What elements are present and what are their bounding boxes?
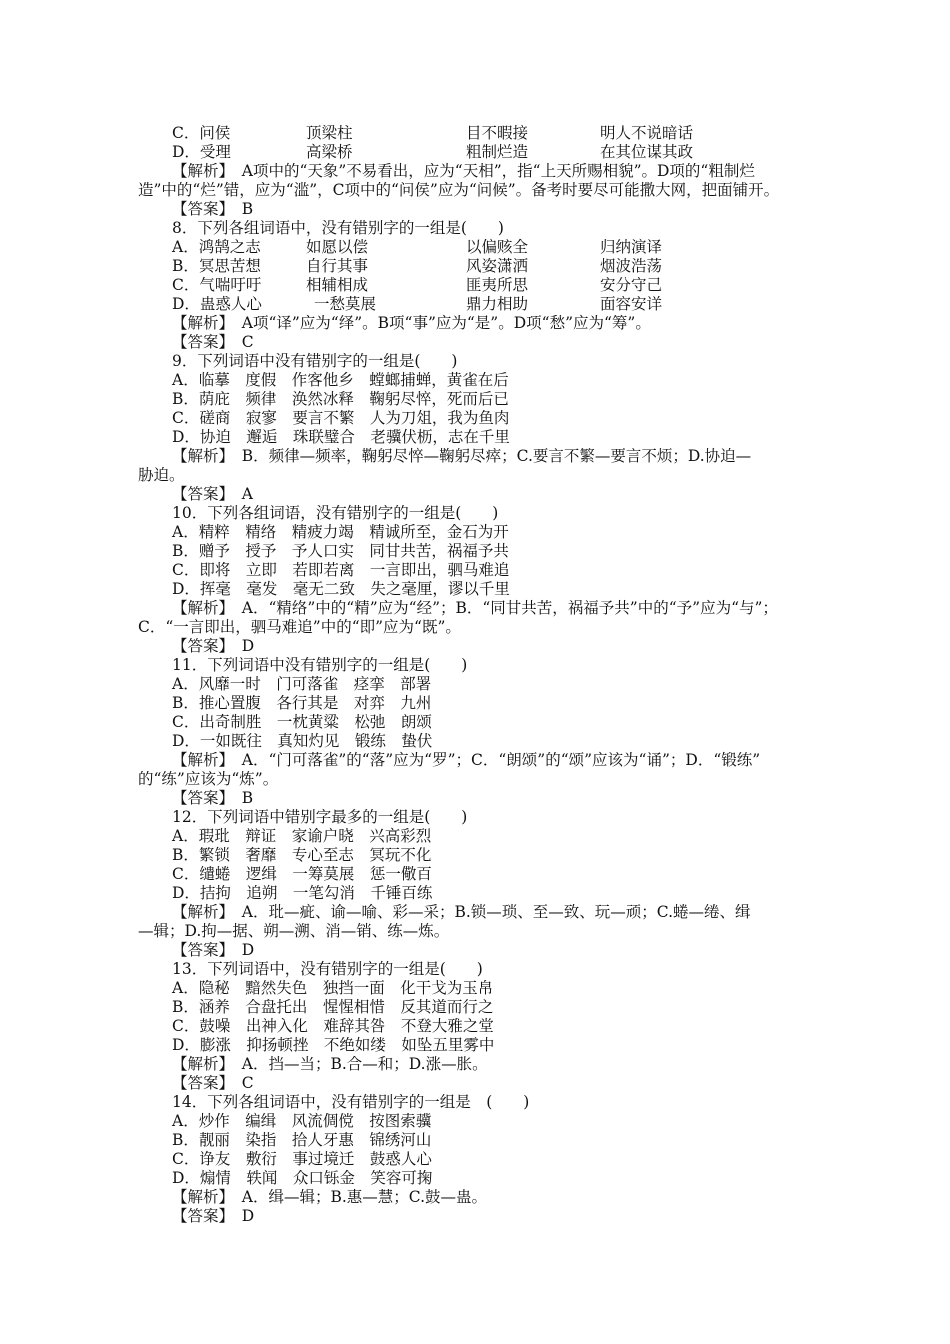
- text-cell: 匪夷所思: [466, 276, 529, 294]
- text-line: A．精粹 精络 精疲力竭 精诚所至，金石为开: [172, 523, 509, 541]
- text-line: B．推心置腹 各行其是 对弈 九州: [172, 694, 432, 712]
- text-line: 9．下列词语中没有错别字的一组是( ): [172, 352, 458, 370]
- text-cell: 目不暇接: [466, 124, 529, 142]
- text-cell: 风姿潇洒: [466, 257, 529, 275]
- text-line: A．炒作 编缉 风流倜傥 按图索骥: [172, 1112, 432, 1130]
- text-cell: 鼎力相助: [466, 295, 529, 313]
- text-line: B．荫庇 频律 涣然冰释 鞠躬尽悴，死而后已: [172, 390, 509, 408]
- text-line: C．即将 立即 若即若离 一言即出，驷马难追: [172, 561, 510, 579]
- text-cell: 在其位谋其政: [600, 143, 694, 161]
- text-line: D．膨涨 抑扬顿挫 不绝如缕 如坠五里雾中: [172, 1036, 495, 1054]
- text-line: 【答案】 D: [172, 941, 255, 959]
- text-cell: 明人不说暗话: [600, 124, 694, 142]
- text-line: 13．下列词语中，没有错别字的一组是( ): [172, 960, 483, 978]
- text-line: [172, 238, 792, 257]
- text-line: 11．下列词语中没有错别字的一组是( ): [172, 656, 468, 674]
- text-line: 【解析】 A．缉—辑；B.惠—慧；C.鼓—蛊。: [172, 1188, 487, 1206]
- text-line: 14．下列各组词语中，没有错别字的一组是 ( ): [172, 1093, 530, 1111]
- text-line: C．鼓噪 出神入化 难辞其咎 不登大雅之堂: [172, 1017, 494, 1035]
- text-line: C．磋商 寂寥 要言不繁 人为刀俎，我为鱼肉: [172, 409, 510, 427]
- text-line: C．缱蜷 逻缉 一筹莫展 惩一儆百: [172, 865, 432, 883]
- text-line: 【解析】 B．频律—频率，鞠躬尽悴—鞠躬尽瘁；C.要言不繁—要言不烦；D.协迫—: [172, 447, 752, 465]
- text-line: 【答案】 D: [172, 1207, 255, 1225]
- text-line: A．风靡一时 门可落雀 痉挛 部署: [172, 675, 432, 693]
- text-line: B．涵养 合盘托出 惺惺相惜 反其道而行之: [172, 998, 494, 1016]
- text-cell: D．受理: [172, 143, 231, 161]
- text-line: 8．下列各组词语中，没有错别字的一组是( ): [172, 219, 504, 237]
- text-line: 【答案】 A: [172, 485, 253, 503]
- text-cell: 归纳演译: [600, 238, 663, 256]
- text-cell: 安分守己: [600, 276, 663, 294]
- text-line: C．出奇制胜 一枕黄粱 松弛 朗颂: [172, 713, 432, 731]
- text-line: 【答案】 B: [172, 789, 254, 807]
- text-cell: C．问侯: [172, 124, 231, 142]
- text-line: 的“练”应该为“炼”。: [138, 770, 279, 788]
- text-line: D．协迫 邂逅 珠联璧合 老骥伏枥，志在千里: [172, 428, 510, 446]
- text-line: 造”中的“烂”错，应为“滥”，C项中的“问侯”应为“问候”。备考时要尽可能撒大网，把面铺开。: [138, 181, 780, 199]
- text-line: C．“一言即出，驷马难追”中的“即”应为“既”。: [138, 618, 461, 636]
- text-line: B．繁锁 奢靡 专心至志 冥玩不化: [172, 846, 432, 864]
- text-line: C．诤友 敷衍 事过境迁 鼓惑人心: [172, 1150, 432, 1168]
- text-cell: 高梁桥: [306, 143, 353, 161]
- text-cell: A．鸿鹄之志: [172, 238, 261, 256]
- text-line: 【答案】 C: [172, 333, 254, 351]
- text-line: 10．下列各组词语，没有错别字的一组是( ): [172, 504, 499, 522]
- text-line: 【解析】 A．挡—当；B.合—和；D.涨—胀。: [172, 1055, 488, 1073]
- text-line: D．挥毫 毫发 毫无二致 失之毫厘，谬以千里: [172, 580, 510, 598]
- text-line: 【解析】 A．玭—疵、谕—喻、彩—采；B.锁—琐、至—致、玩—顽；C.蜷—绻、缉: [172, 903, 751, 921]
- text-line: [172, 295, 792, 314]
- text-cell: D．蛊惑人心: [172, 295, 262, 313]
- text-cell: 相辅相成: [306, 276, 369, 294]
- text-cell: B．冥思苦想: [172, 257, 261, 275]
- text-cell: 顶梁柱: [306, 124, 353, 142]
- text-line: 胁迫。: [138, 466, 185, 484]
- text-cell: 自行其事: [306, 257, 369, 275]
- text-line: A．临摹 度假 作客他乡 螳螂捕蝉，黄雀在后: [172, 371, 509, 389]
- text-line: 【解析】 A项中的“天象”不易看出，应为“天相”，指“上天所赐相貌”。D项的“粗制烂: [172, 162, 755, 180]
- text-line: 【答案】 C: [172, 1074, 254, 1092]
- text-line: A．瑕玭 辩证 家谕户晓 兴高彩烈: [172, 827, 432, 845]
- text-line: [172, 143, 792, 162]
- text-line: D．煽情 轶闻 众口铄金 笑容可掬: [172, 1169, 433, 1187]
- text-cell: C．气喘吁吁: [172, 276, 262, 294]
- text-line: A．隐秘 黯然失色 独挡一面 化干戈为玉帛: [172, 979, 494, 997]
- text-line: 【解析】 A．“精络”中的“精”应为“经”；B．“同甘共苦，祸福予共”中的“予”应为“与”；: [172, 599, 778, 617]
- text-line: [172, 276, 792, 295]
- text-line: 【解析】 A．“门可落雀”的“落”应为“罗”；C．“朗颂”的“颂”应该为“诵”；D．“锻练”: [172, 751, 761, 769]
- text-cell: 如愿以偿: [306, 238, 369, 256]
- text-line: 【答案】 D: [172, 637, 255, 655]
- text-line: —辑；D.拘—据、朔—溯、消—销、练—炼。: [138, 922, 450, 940]
- text-line: D．拮拘 追朔 一笔勾消 千锤百练: [172, 884, 433, 902]
- text-line: 12．下列词语中错别字最多的一组是( ): [172, 808, 468, 826]
- text-line: [172, 124, 792, 143]
- text-line: 【解析】 A项“译”应为“绎”。B项“事”应为“是”。D项“愁”应为“筹”。: [172, 314, 651, 332]
- text-line: D．一如既往 真知灼见 锻练 蛰伏: [172, 732, 433, 750]
- text-line: 【答案】 B: [172, 200, 254, 218]
- text-cell: 以偏赅全: [466, 238, 529, 256]
- text-cell: 烟波浩荡: [600, 257, 663, 275]
- text-cell: 面容安详: [600, 295, 663, 313]
- text-cell: 粗制烂造: [466, 143, 529, 161]
- text-cell: 一愁莫展: [314, 295, 377, 313]
- text-line: B．赠予 授予 予人口实 同甘共苦，祸福予共: [172, 542, 509, 560]
- text-line: B．靓丽 染指 拾人牙惠 锦绣河山: [172, 1131, 432, 1149]
- text-line: [172, 257, 792, 276]
